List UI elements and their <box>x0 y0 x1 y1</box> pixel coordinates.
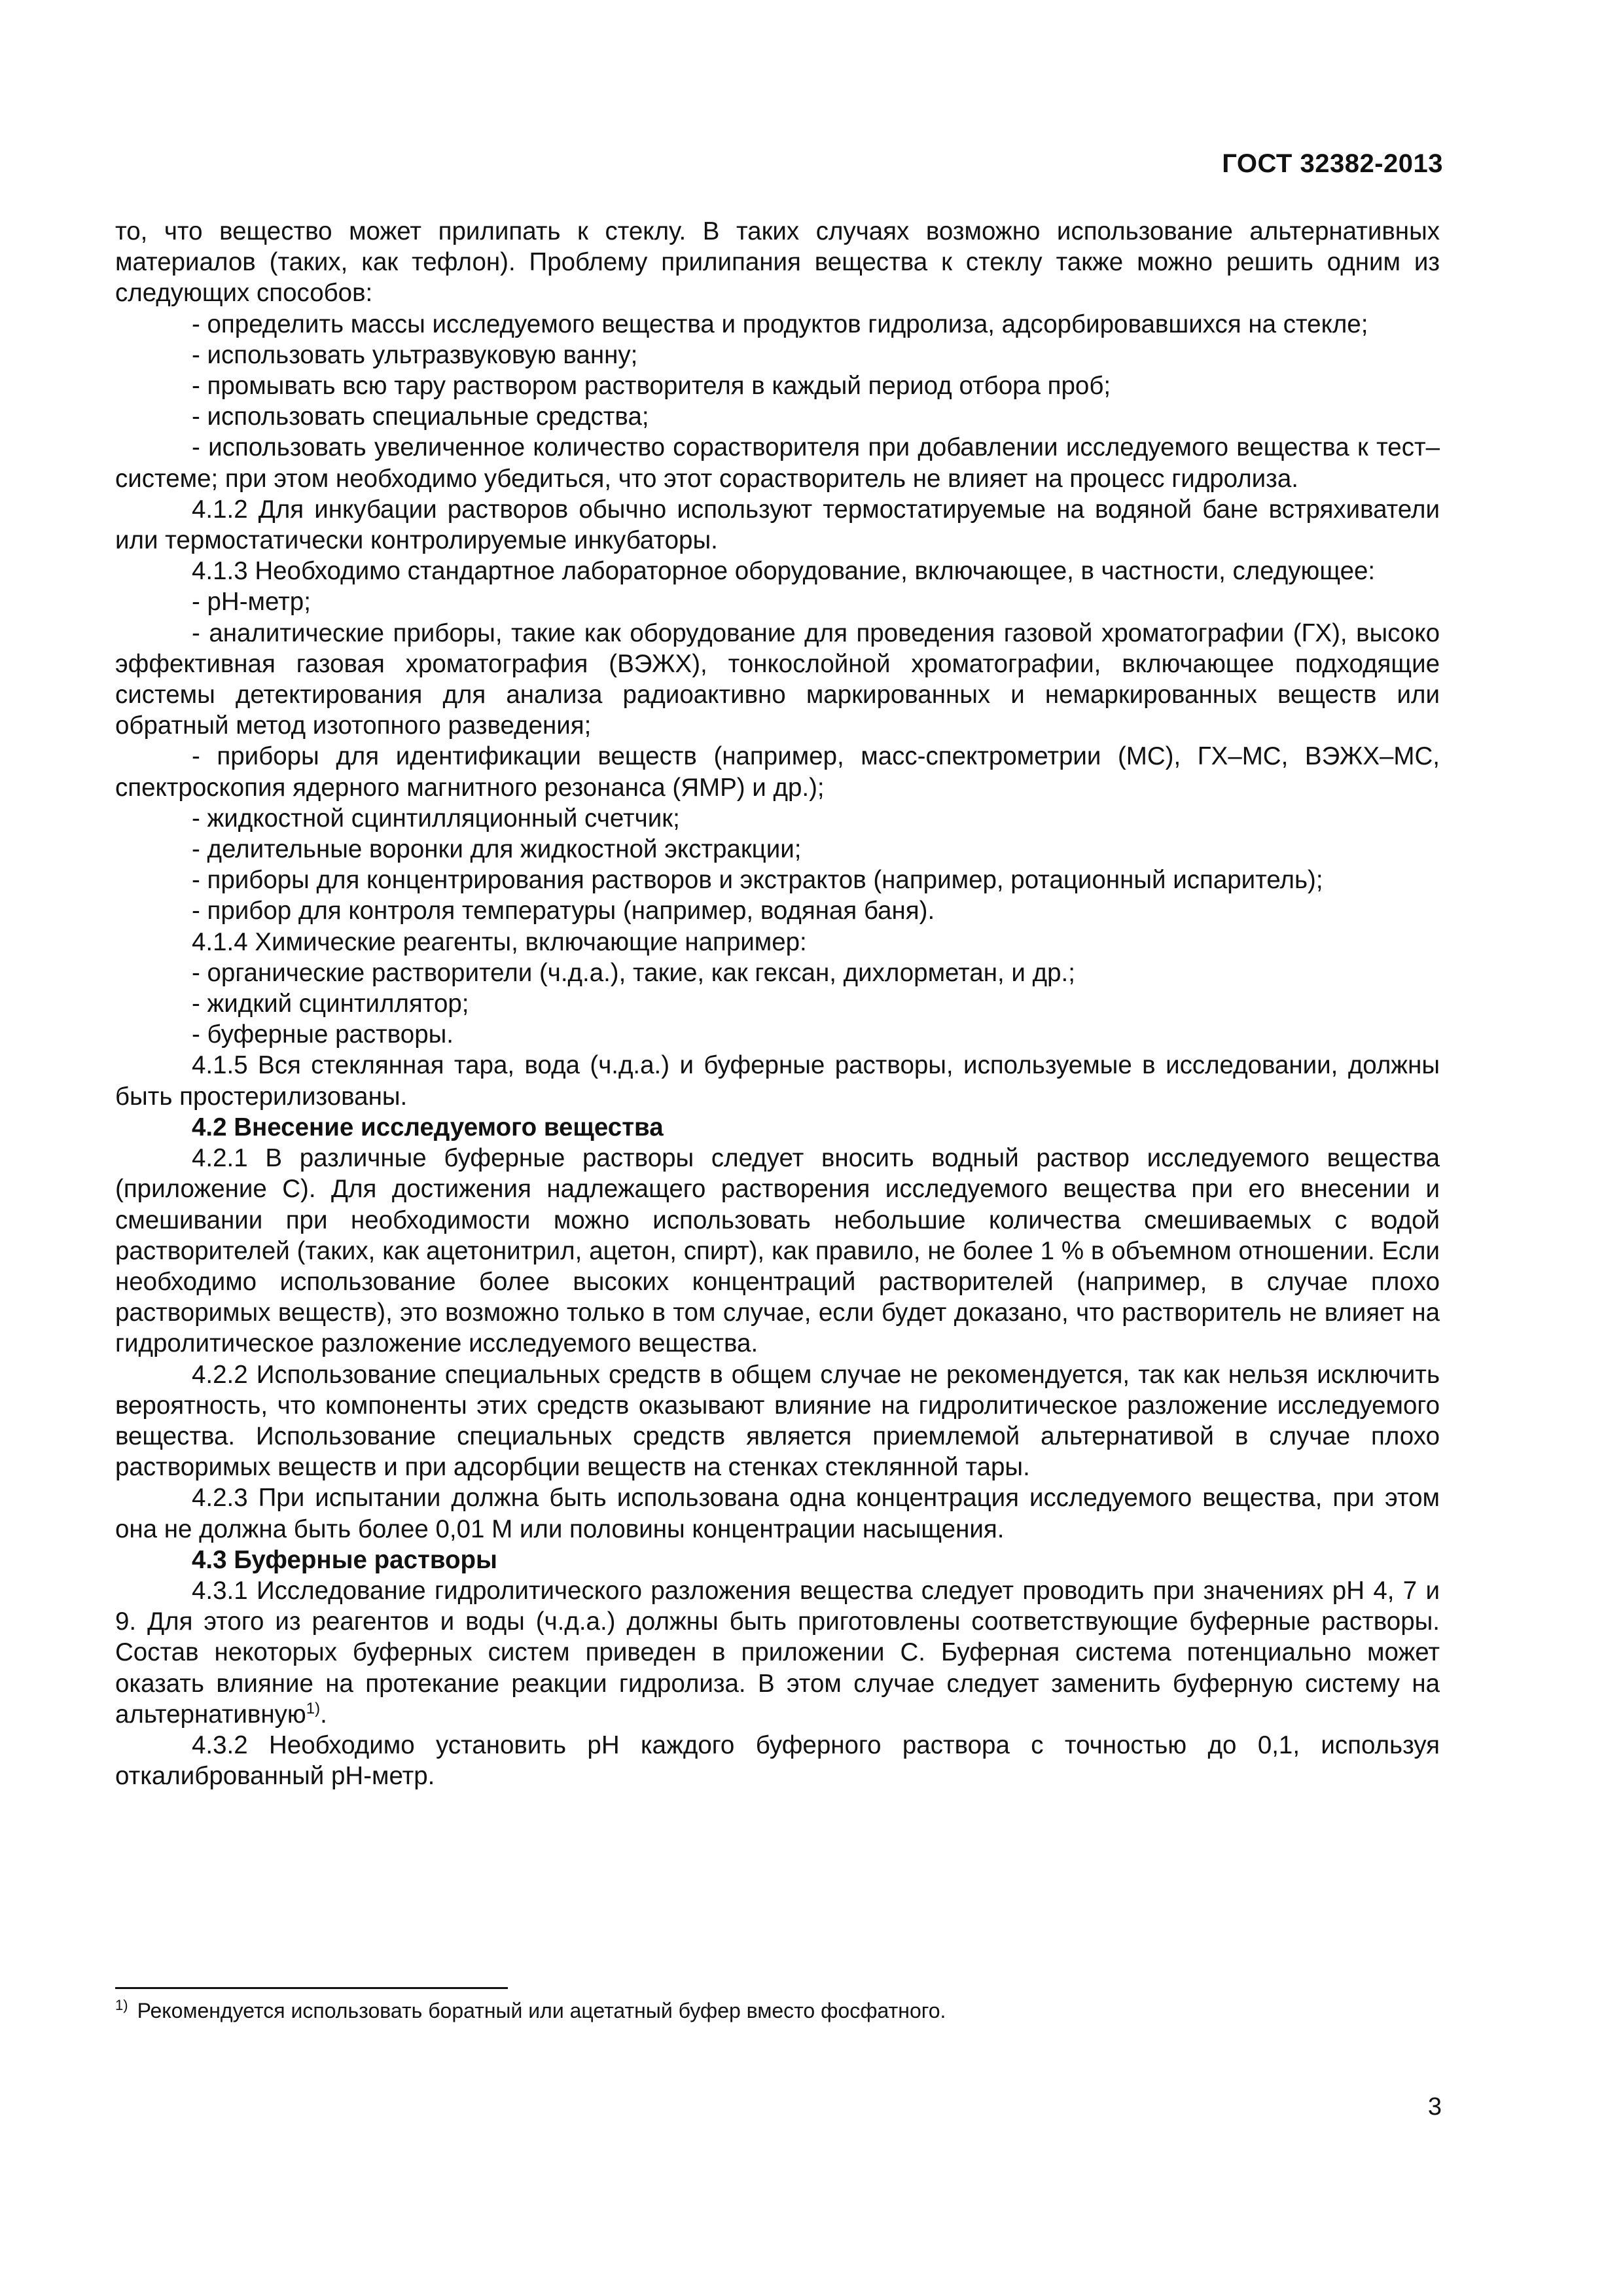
paragraph <box>115 958 1440 988</box>
paragraph-text: - использовать увеличенное количество сорастворителя при добавлении исследуемого вещества к тест–системе; при этом необходимо убедиться, что этот сорастворитель не влияет на процесс гидролиза. <box>115 433 1440 493</box>
paragraph-text: 4.1.3 Необходимо стандартное лабораторное оборудование, включающее, в частности, следующее: <box>192 557 1376 586</box>
paragraph-text: - приборы для концентрирования растворов и экстрактов (например, ротационный испаритель); <box>192 866 1323 895</box>
paragraph <box>115 1482 1440 1544</box>
paragraph <box>115 1050 1440 1111</box>
paragraph-text: 4.2.3 При испытании должна быть использована одна концентрация исследуемого вещества, при этом она не должна быть более 0,01 М или половины концентрации насыщения. <box>115 1484 1440 1543</box>
paragraph <box>115 401 1440 432</box>
paragraph <box>115 556 1440 586</box>
paragraph <box>115 1730 1440 1791</box>
paragraph <box>115 865 1440 895</box>
paragraph-text: 4.1.4 Химические реагенты, включающие например: <box>192 927 807 956</box>
paragraph <box>115 370 1440 401</box>
paragraph <box>115 216 1440 309</box>
paragraph <box>115 803 1440 834</box>
paragraph-text: 4.3.1 Исследование гидролитического разложения вещества следует проводить при значениях рН 4, 7 и 9. Для этого из реагентов и воды (ч.д.а.) должны быть приготовлены соответствующие буферные растворы. Состав некоторых буферных систем приведен в приложении С. Буферная система потенциально может оказать влияние на протекание реакции гидролиза. В этом случае следует заменить буферную систему на альтернативную <box>115 1576 1440 1729</box>
paragraph-text: - использовать специальные средства; <box>192 403 649 431</box>
paragraph-text: 4.2.1 В различные буферные растворы следует вносить водный раствор исследуемого вещества (приложение С). Для достижения надлежащего растворения исследуемого вещества при его внесении и смешивании при необходимости можно использовать небольшие количества смешиваемых с водой растворителей (таких, как ацетонитрил, ацетон, спирт), как правило, не более 1 % в объемном отношении. Если необходимо использование более высоких концентраций растворителей (например, в случае плохо растворимых веществ), это возможно только в том случае, если будет доказано, что растворитель не влияет на гидролитическое разложение исследуемого вещества. <box>115 1144 1440 1358</box>
paragraph-text: - прибор для контроля температуры (например, водяная баня). <box>192 897 935 925</box>
paragraph <box>115 432 1440 493</box>
paragraph <box>115 1359 1440 1483</box>
paragraph <box>115 834 1440 865</box>
paragraph <box>115 927 1440 958</box>
paragraph-text: - аналитические приборы, такие как оборудование для проведения газовой хроматографии (ГХ), высоко эффективная газовая хроматография (ВЭЖХ), тонкослойной хроматографии, включающее подходящие системы детектирования для анализа радиоактивно маркированных и немаркированных веществ или обратный метод изотопного разведения; <box>115 619 1440 740</box>
paragraph-text: - приборы для идентификации веществ (например, масс-спектрометрии (МС), ГХ–МС, ВЭЖХ–МС, спектроскопия ядерного магнитного резонанса (ЯМР) и др.); <box>115 742 1440 802</box>
paragraph-text: 4.2 Внесение исследуемого вещества <box>192 1113 664 1141</box>
paragraph <box>115 494 1440 556</box>
footnote-text: Рекомендуется использовать боратный или ацетатный буфер вместо фосфатного. <box>137 1999 946 2022</box>
paragraph-text: - делительные воронки для жидкостной экстракции; <box>192 835 802 864</box>
paragraph-text: - промывать всю тару раствором растворителя в каждый период отбора проб; <box>192 372 1111 401</box>
section-heading <box>115 1545 1440 1575</box>
paragraph <box>115 309 1440 340</box>
page-number: 3 <box>1427 2093 1442 2121</box>
paragraph <box>115 340 1440 370</box>
paragraph-text: - буферные растворы. <box>192 1020 454 1049</box>
paragraph-text: 4.2.2 Использование специальных средств в общем случае не рекомендуется, так как нельзя исключить вероятность, что компоненты этих средств оказывают влияние на гидролитическое разложение исследуемого вещества. Использование специальных средств является приемлемой альтернативой в случае плохо растворимых веществ и при адсорбции веществ на стенках стеклянной тары. <box>115 1360 1440 1482</box>
section-heading <box>115 1112 1440 1143</box>
paragraph-text: - жидкий сцинтиллятор; <box>192 990 469 1018</box>
paragraph-text: - органические растворители (ч.д.а.), такие, как гексан, дихлорметан, и др.; <box>192 958 1075 987</box>
paragraph <box>115 741 1440 802</box>
paragraph-tail: . <box>320 1700 327 1729</box>
paragraph-text: - жидкостной сцинтилляционный счетчик; <box>192 804 680 833</box>
paragraph-text: 4.3 Буферные растворы <box>192 1545 497 1574</box>
paragraph-text: 4.3.2 Необходимо установить рН каждого буферного раствора с точностью до 0,1, используя откалиброванный рН-метр. <box>115 1731 1440 1791</box>
document-code-header: ГОСТ 32382-2013 <box>1222 149 1443 178</box>
paragraph <box>115 895 1440 926</box>
paragraph-text: то, что вещество может прилипать к стеклу. В таких случаях возможно использование альтернативных материалов (таких, как тефлон). Проблему прилипания вещества к стеклу также можно решить одним из следующих способов: <box>115 217 1440 308</box>
footnote-reference: 1) <box>306 1699 321 1717</box>
paragraph-text: - рН-метр; <box>192 588 311 617</box>
paragraph-text: - определить массы исследуемого вещества и продуктов гидролиза, адсорбировавшихся на стекле; <box>192 310 1368 338</box>
document-body <box>115 216 1440 1791</box>
footnote <box>115 1998 1440 2024</box>
paragraph <box>115 618 1440 742</box>
paragraph <box>115 586 1440 617</box>
paragraph <box>115 1143 1440 1359</box>
paragraph-text: 4.1.2 Для инкубации растворов обычно используют термостатируемые на водяной бане встряхиватели или термостатически контролируемые инкубаторы. <box>115 495 1440 555</box>
paragraph <box>115 1575 1440 1730</box>
footnote-divider <box>115 1987 508 1989</box>
paragraph-text: - использовать ультразвуковую ванну; <box>192 340 638 369</box>
footnote-number: 1) <box>115 1997 128 2014</box>
paragraph <box>115 1019 1440 1050</box>
paragraph-text: 4.1.5 Вся стеклянная тара, вода (ч.д.а.) и буферные растворы, используемые в исследовании, должны быть простерилизованы. <box>115 1051 1440 1111</box>
paragraph <box>115 988 1440 1019</box>
